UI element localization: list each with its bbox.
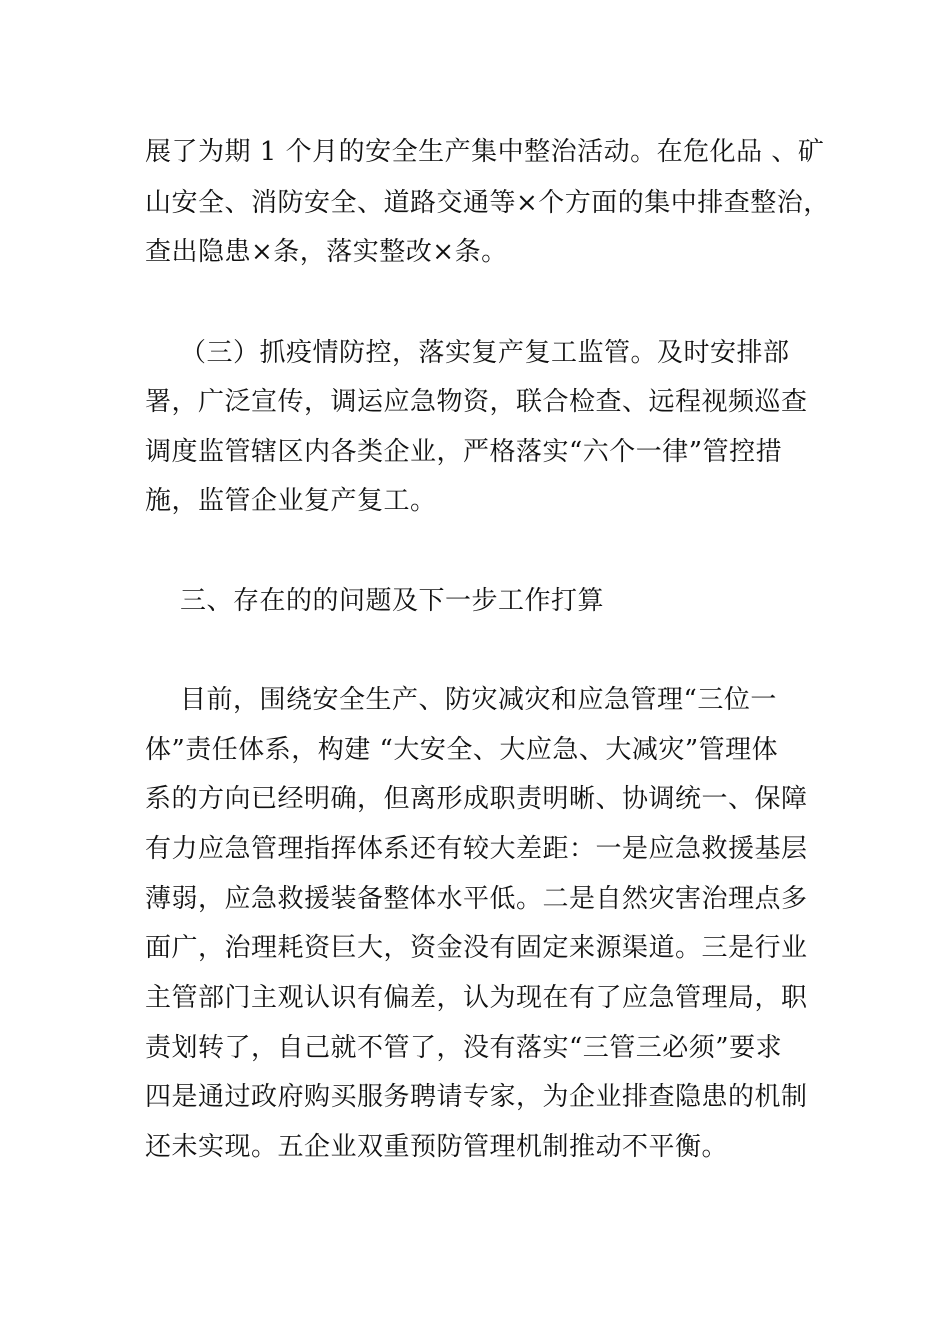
paragraph-2-line-4: 施，监管企业复产复工。 bbox=[145, 486, 437, 516]
paragraph-3-line-7: 主管部门主观认识有偏差，认为现在有了应急管理局，职 bbox=[145, 983, 808, 1013]
paragraph-1-line-1: 展了为期 1 个月的安全生产集中整治活动。在危化品 、矿 bbox=[145, 137, 825, 167]
paragraph-2-line-2: 署，广泛宣传，调运应急物资，联合检查、远程视频巡查 bbox=[145, 387, 808, 417]
paragraph-3-line-6: 面广，治理耗资巨大，资金没有固定来源渠道。三是行业 bbox=[145, 933, 808, 963]
paragraph-3-line-4: 有力应急管理指挥体系还有较大差距：一是应急救援基层 bbox=[145, 834, 808, 864]
paragraph-1-line-2: 山安全、消防安全、道路交通等×个方面的集中排查整治， bbox=[145, 188, 830, 218]
paragraph-3-line-1: 目前，围绕安全生产、防灾减灾和应急管理“三位一 bbox=[145, 685, 777, 715]
paragraph-1-line-3: 查出隐患×条，落实整改×条。 bbox=[145, 237, 508, 267]
paragraph-3-line-2: 体”责任体系，构建 “大安全、大应急、大减灾”管理体 bbox=[145, 735, 779, 765]
paragraph-2-line-3: 调度监管辖区内各类企业，严格落实“六个一律”管控措 bbox=[145, 437, 783, 467]
paragraph-3-line-3: 系的方向已经明确，但离形成职责明晰、协调统一、保障 bbox=[145, 784, 808, 814]
paragraph-3-line-5: 薄弱，应急救援装备整体水平低。二是自然灾害治理点多 bbox=[145, 884, 808, 914]
paragraph-3-line-9: 四是通过政府购买服务聘请专家，为企业排查隐患的机制 bbox=[145, 1082, 808, 1112]
paragraph-2-line-1: （三）抓疫情防控，落实复产复工监管。及时安排部 bbox=[145, 338, 790, 368]
section-heading: 三、存在的的问题及下一步工作打算 bbox=[145, 586, 605, 616]
paragraph-3-line-10: 还未实现。五企业双重预防管理机制推动不平衡。 bbox=[145, 1132, 729, 1162]
paragraph-3-line-8: 责划转了，自己就不管了，没有落实“三管三必须”要求 bbox=[145, 1033, 783, 1063]
